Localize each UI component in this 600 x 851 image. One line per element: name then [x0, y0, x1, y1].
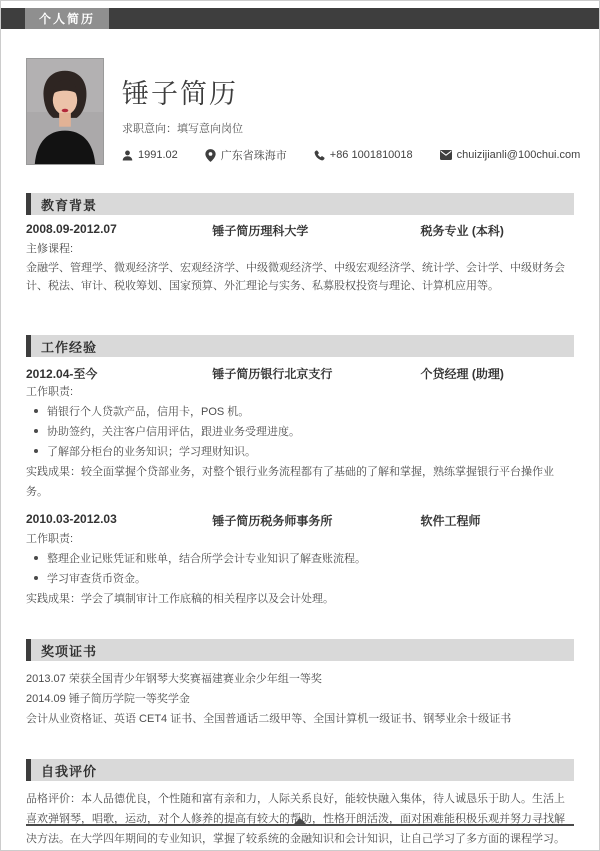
section-header-awards [26, 639, 574, 661]
job-company: 锤子简历银行北京支行 [212, 367, 333, 381]
job-result: 实践成果：较全面掌握个贷部业务，对整个银行业务流程都有了基础的了解和掌握，熟练掌握银行平台操作业务。 [26, 466, 554, 498]
duties-label: 工作职责: [26, 386, 74, 398]
section-header-work [26, 335, 574, 357]
job-role: 软件工程师 [420, 514, 481, 528]
bullet-icon [34, 556, 38, 560]
bullet-icon [34, 576, 38, 580]
section-title: 教育背景 [41, 197, 98, 213]
duty-item [26, 422, 574, 442]
duty-item [26, 569, 574, 589]
phone-icon [314, 150, 325, 161]
duty-text: 销银行个人贷款产品，信用卡，POS 机。 [47, 406, 250, 418]
job-period: 2012.04-至今 [26, 367, 98, 381]
person-icon [122, 150, 133, 161]
award-item: 2013.07 荣获全国青少年钢琴大奖赛福建赛业余少年组一等奖 [26, 673, 322, 685]
education-entry-row [26, 222, 574, 239]
profile-photo [26, 58, 104, 165]
contact-row [122, 147, 580, 163]
work-entry-row [26, 512, 574, 529]
job-intention: 求职意向：填写意向岗位 [122, 123, 243, 135]
education-period: 2008.09-2012.07 [26, 222, 117, 236]
collapse-up-icon [292, 818, 308, 826]
section-title: 奖项证书 [41, 643, 98, 659]
footer-divider [26, 824, 574, 826]
award-item: 2014.09 锤子简历学院一等奖学金 [26, 693, 190, 705]
courses-label: 主修课程: [26, 243, 74, 255]
job-company: 锤子简历税务师事务所 [212, 514, 333, 528]
job-period: 2010.03-2012.03 [26, 512, 117, 526]
job-result: 实践成果：学会了填制审计工作底稿的相关程序以及会计处理。 [26, 593, 334, 605]
bullet-icon [34, 449, 38, 453]
contact-phone [314, 149, 413, 161]
portrait-illustration [27, 59, 103, 164]
duty-item [26, 402, 574, 422]
duty-item [26, 549, 574, 569]
evaluation-text: 品格评价：本人品德优良，个性随和富有亲和力，人际关系良好，能较快融入集体，待人诚恳乐于助人。生活上喜欢弹钢琴，唱歌，运动，对个人修养的提高有较大的帮助，性格开朗活泼，面对困难能积极乐观并努力寻找解决方法。在大学四年期间的专业知识，掌握了较系统的金融知识和会计知识，让自己学习了多方面的课程学习。 [26, 793, 565, 845]
phone-text: +86 1001810018 [329, 149, 413, 161]
education-school: 锤子简历理科大学 [212, 224, 309, 238]
duty-text: 整理企业记账凭证和账单，结合所学会计专业知识了解查账流程。 [47, 553, 366, 565]
location-text: 广东省珠海市 [220, 150, 287, 162]
section-header-education [26, 193, 574, 215]
duties-label: 工作职责: [26, 533, 74, 545]
profile-header [26, 58, 581, 165]
location-icon [205, 149, 216, 162]
job-role: 个贷经理 (助理) [420, 367, 504, 381]
resume-type-label: 个人简历 [39, 12, 96, 26]
duty-text: 学习审查货币资金。 [47, 573, 146, 585]
bullet-icon [34, 429, 38, 433]
education-major: 税务专业 (本科) [420, 224, 504, 238]
contact-location [205, 147, 287, 163]
bullet-icon [34, 409, 38, 413]
work-entry-row [26, 365, 574, 382]
duty-text: 了解部分柜台的业务知识；学习理财知识。 [47, 446, 256, 458]
birthdate-text: 1991.02 [138, 149, 178, 161]
candidate-name: 锤子简历 [122, 79, 238, 109]
contact-birthdate [122, 149, 178, 161]
mail-icon [440, 150, 452, 160]
duty-text: 协助签约，关注客户信用评估，跟进业务受理进度。 [47, 426, 300, 438]
contact-email [440, 149, 581, 161]
email-text: chuizijianli@100chui.com [456, 149, 581, 161]
top-banner [1, 8, 599, 29]
section-title: 工作经验 [41, 339, 98, 355]
section-title: 自我评价 [41, 763, 98, 779]
resume-type-badge [25, 8, 109, 29]
duty-item [26, 442, 574, 462]
courses-text: 金融学、管理学、微观经济学、宏观经济学、中级微观经济学、中级宏观经济学、统计学、会计学、中级财务会计、税法、审计、税收筹划、国家预算、外汇理论与实务、私募股权投资与理论、计算机应用等。 [26, 262, 565, 292]
section-header-evaluation [26, 759, 574, 781]
award-item: 会计从业资格证、英语 CET4 证书、全国普通话二级甲等、全国计算机一级证书、钢琴业余十级证书 [26, 713, 512, 725]
